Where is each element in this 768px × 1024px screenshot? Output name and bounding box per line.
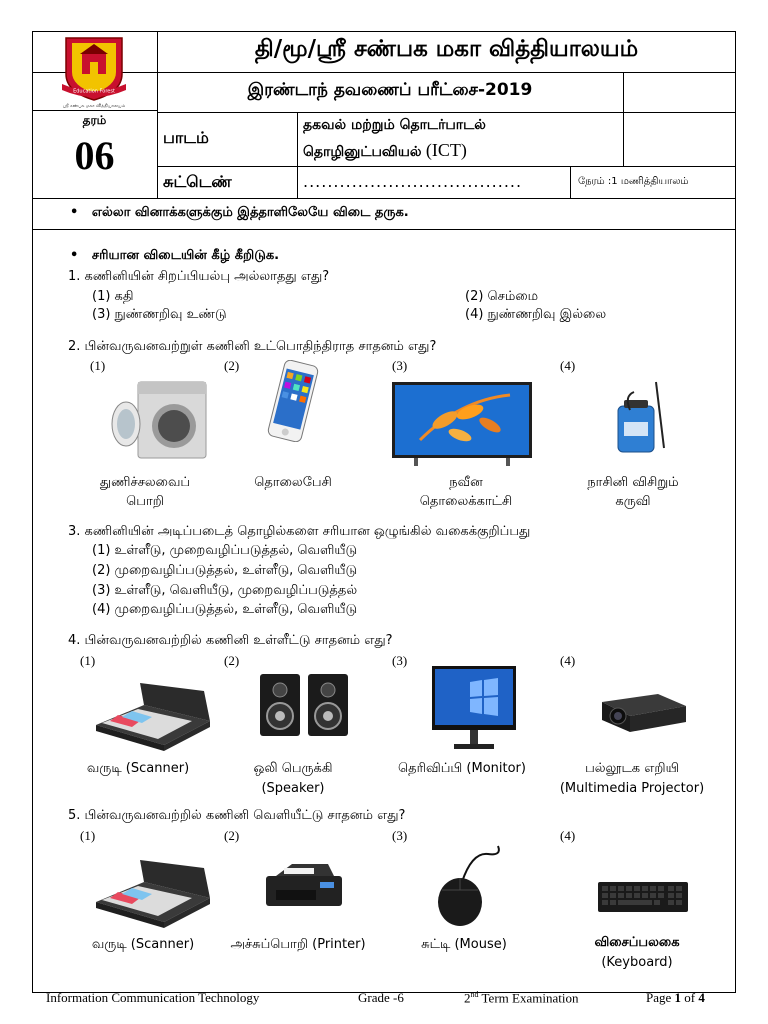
q5-label-4: (4) bbox=[560, 828, 576, 843]
subject-line1: தகவல் மற்றும் தொடர்பாடல் bbox=[303, 117, 486, 133]
exam-title: இரண்டாந் தவணைப் பரீட்சை-2019 bbox=[247, 80, 533, 100]
monitor-image[interactable] bbox=[430, 664, 518, 754]
sub-instruction: • சரியான விடையின் கீழ் கீறிடுக. bbox=[70, 248, 280, 263]
scanner-image[interactable] bbox=[92, 860, 212, 930]
q4-label-1: (1) bbox=[80, 653, 96, 668]
q4-label-3: (3) bbox=[392, 653, 408, 668]
divider bbox=[32, 198, 736, 199]
q4-label-4: (4) bbox=[560, 653, 576, 668]
q1-option-2[interactable]: (2) செம்மை bbox=[465, 289, 539, 304]
q1-option-3[interactable]: (3) நுண்ணறிவு உண்டு bbox=[92, 307, 227, 322]
q5-label-1: (1) bbox=[80, 828, 96, 843]
student-label: சுட்டெண் bbox=[163, 172, 232, 191]
divider bbox=[157, 112, 623, 113]
student-number-field[interactable]: .................................... bbox=[303, 172, 523, 191]
divider bbox=[297, 112, 298, 199]
divider bbox=[570, 166, 571, 199]
q2-label-4: (4) bbox=[560, 358, 576, 373]
q2-caption-2: தொலைபேசி bbox=[254, 475, 332, 490]
divider bbox=[32, 229, 736, 230]
keyboard-image[interactable] bbox=[596, 880, 690, 914]
q4-caption-4: பல்லூடக எறியி (Multimedia Projector) bbox=[559, 761, 705, 796]
q3-option-4[interactable]: (4) முறைவழிப்படுத்தல், உள்ளீடு, வெளியீடு bbox=[92, 602, 358, 617]
scanner-image[interactable] bbox=[92, 683, 212, 753]
printer-image[interactable] bbox=[262, 862, 346, 912]
q4-caption-2: ஒலி பெருக்கி (Speaker) bbox=[253, 761, 333, 796]
q3-option-3[interactable]: (3) உள்ளீடு, வெளியீடு, முறைவழிப்படுத்தல் bbox=[92, 583, 358, 598]
q5-label-2: (2) bbox=[224, 828, 240, 843]
q2-label-1: (1) bbox=[90, 358, 106, 373]
subject-line2 bbox=[303, 140, 467, 162]
school-name: தி/மூ/ஸ்ரீ சண்பக மகா வித்தியாலயம் bbox=[254, 36, 639, 62]
mobile-phone-image[interactable] bbox=[262, 360, 324, 442]
q2-label-2: (2) bbox=[224, 358, 240, 373]
footer-grade: Grade -6 bbox=[358, 990, 404, 1005]
grade-value: 06 bbox=[74, 133, 115, 178]
grade-label: தரம் bbox=[82, 113, 107, 127]
q2-label-3: (3) bbox=[392, 358, 408, 373]
q5-caption-2: அச்சுப்பொறி (Printer) bbox=[230, 937, 366, 952]
q2-caption-1: துணிச்சலவைப் பொறி bbox=[99, 475, 191, 509]
divider bbox=[623, 112, 736, 113]
q4-caption-3: தெரிவிப்பி (Monitor) bbox=[398, 761, 526, 776]
footer-subject: Information Communication Technology bbox=[46, 990, 260, 1005]
school-logo bbox=[52, 34, 136, 110]
footer-page-number: Page 1 of 4 bbox=[646, 990, 705, 1005]
question-3: 3. கணினியின் அடிப்படைத் தொழில்களை சரியான ஒழுங்கில் வகைக்குறிப்பது bbox=[68, 524, 531, 539]
q1-option-4[interactable]: (4) நுண்ணறிவு இல்லை bbox=[465, 307, 607, 322]
q1-option-1[interactable]: (1) கதி bbox=[92, 289, 134, 304]
subject-abbr: (ICT) bbox=[425, 140, 467, 160]
washing-machine-image[interactable] bbox=[108, 380, 208, 460]
q4-caption-1: வருடி (Scanner) bbox=[86, 761, 190, 776]
divider bbox=[32, 110, 157, 111]
projector-image[interactable] bbox=[596, 686, 688, 738]
divider bbox=[157, 166, 736, 167]
subject-label: பாடம் bbox=[163, 128, 209, 147]
q5-caption-1: வருடி (Scanner) bbox=[91, 937, 195, 952]
q4-label-2: (2) bbox=[224, 653, 240, 668]
divider bbox=[32, 72, 736, 73]
sprayer-image[interactable] bbox=[610, 378, 674, 462]
instruction: • எல்லா வினாக்களுக்கும் இத்தாளிலேயே விடை தருக. bbox=[70, 205, 409, 220]
svg-text:Education Forest: Education Forest bbox=[73, 88, 115, 95]
q5-caption-4: விசைப்பலகை (Keyboard) bbox=[594, 935, 680, 970]
question-1: 1. கணினியின் சிறப்பியல்பு அல்லாதது எது? bbox=[68, 269, 330, 284]
divider bbox=[623, 72, 624, 166]
q5-label-3: (3) bbox=[392, 828, 408, 843]
time-allowed: நேரம் :1 மணித்தியாலம் bbox=[578, 176, 689, 187]
question-2: 2. பின்வருவனவற்றுள் கணினி உட்பொதிந்திராத சாதனம் எது? bbox=[68, 339, 437, 354]
mouse-image[interactable] bbox=[432, 842, 512, 928]
q2-caption-4: நாசினி விசிறும் கருவி bbox=[587, 475, 679, 509]
question-5: 5. பின்வருவனவற்றில் கணினி வெளியீட்டு சாதனம் எது? bbox=[68, 808, 406, 823]
q3-option-1[interactable]: (1) உள்ளீடு, முறைவழிப்படுத்தல், வெளியீடு bbox=[92, 543, 358, 558]
footer-term: 2nd Term Examination bbox=[464, 990, 579, 1006]
q5-caption-3: சுட்டி (Mouse) bbox=[421, 937, 507, 952]
modern-tv-image[interactable] bbox=[390, 380, 534, 468]
speaker-image[interactable] bbox=[258, 672, 350, 738]
q2-caption-3: நவீன தொலைக்காட்சி bbox=[419, 475, 513, 509]
svg-text:ஸ்ரீ சண்பக மகா வித்தியாலயம்: ஸ்ரீ சண்பக மகா வித்தியாலயம் bbox=[62, 104, 126, 109]
q3-option-2[interactable]: (2) முறைவழிப்படுத்தல், உள்ளீடு, வெளியீடு bbox=[92, 563, 358, 578]
question-4: 4. பின்வருவனவற்றில் கணினி உள்ளீட்டு சாதனம் எது? bbox=[68, 633, 393, 648]
subject-tamil: தொழினுட்பவியல் bbox=[303, 144, 422, 160]
